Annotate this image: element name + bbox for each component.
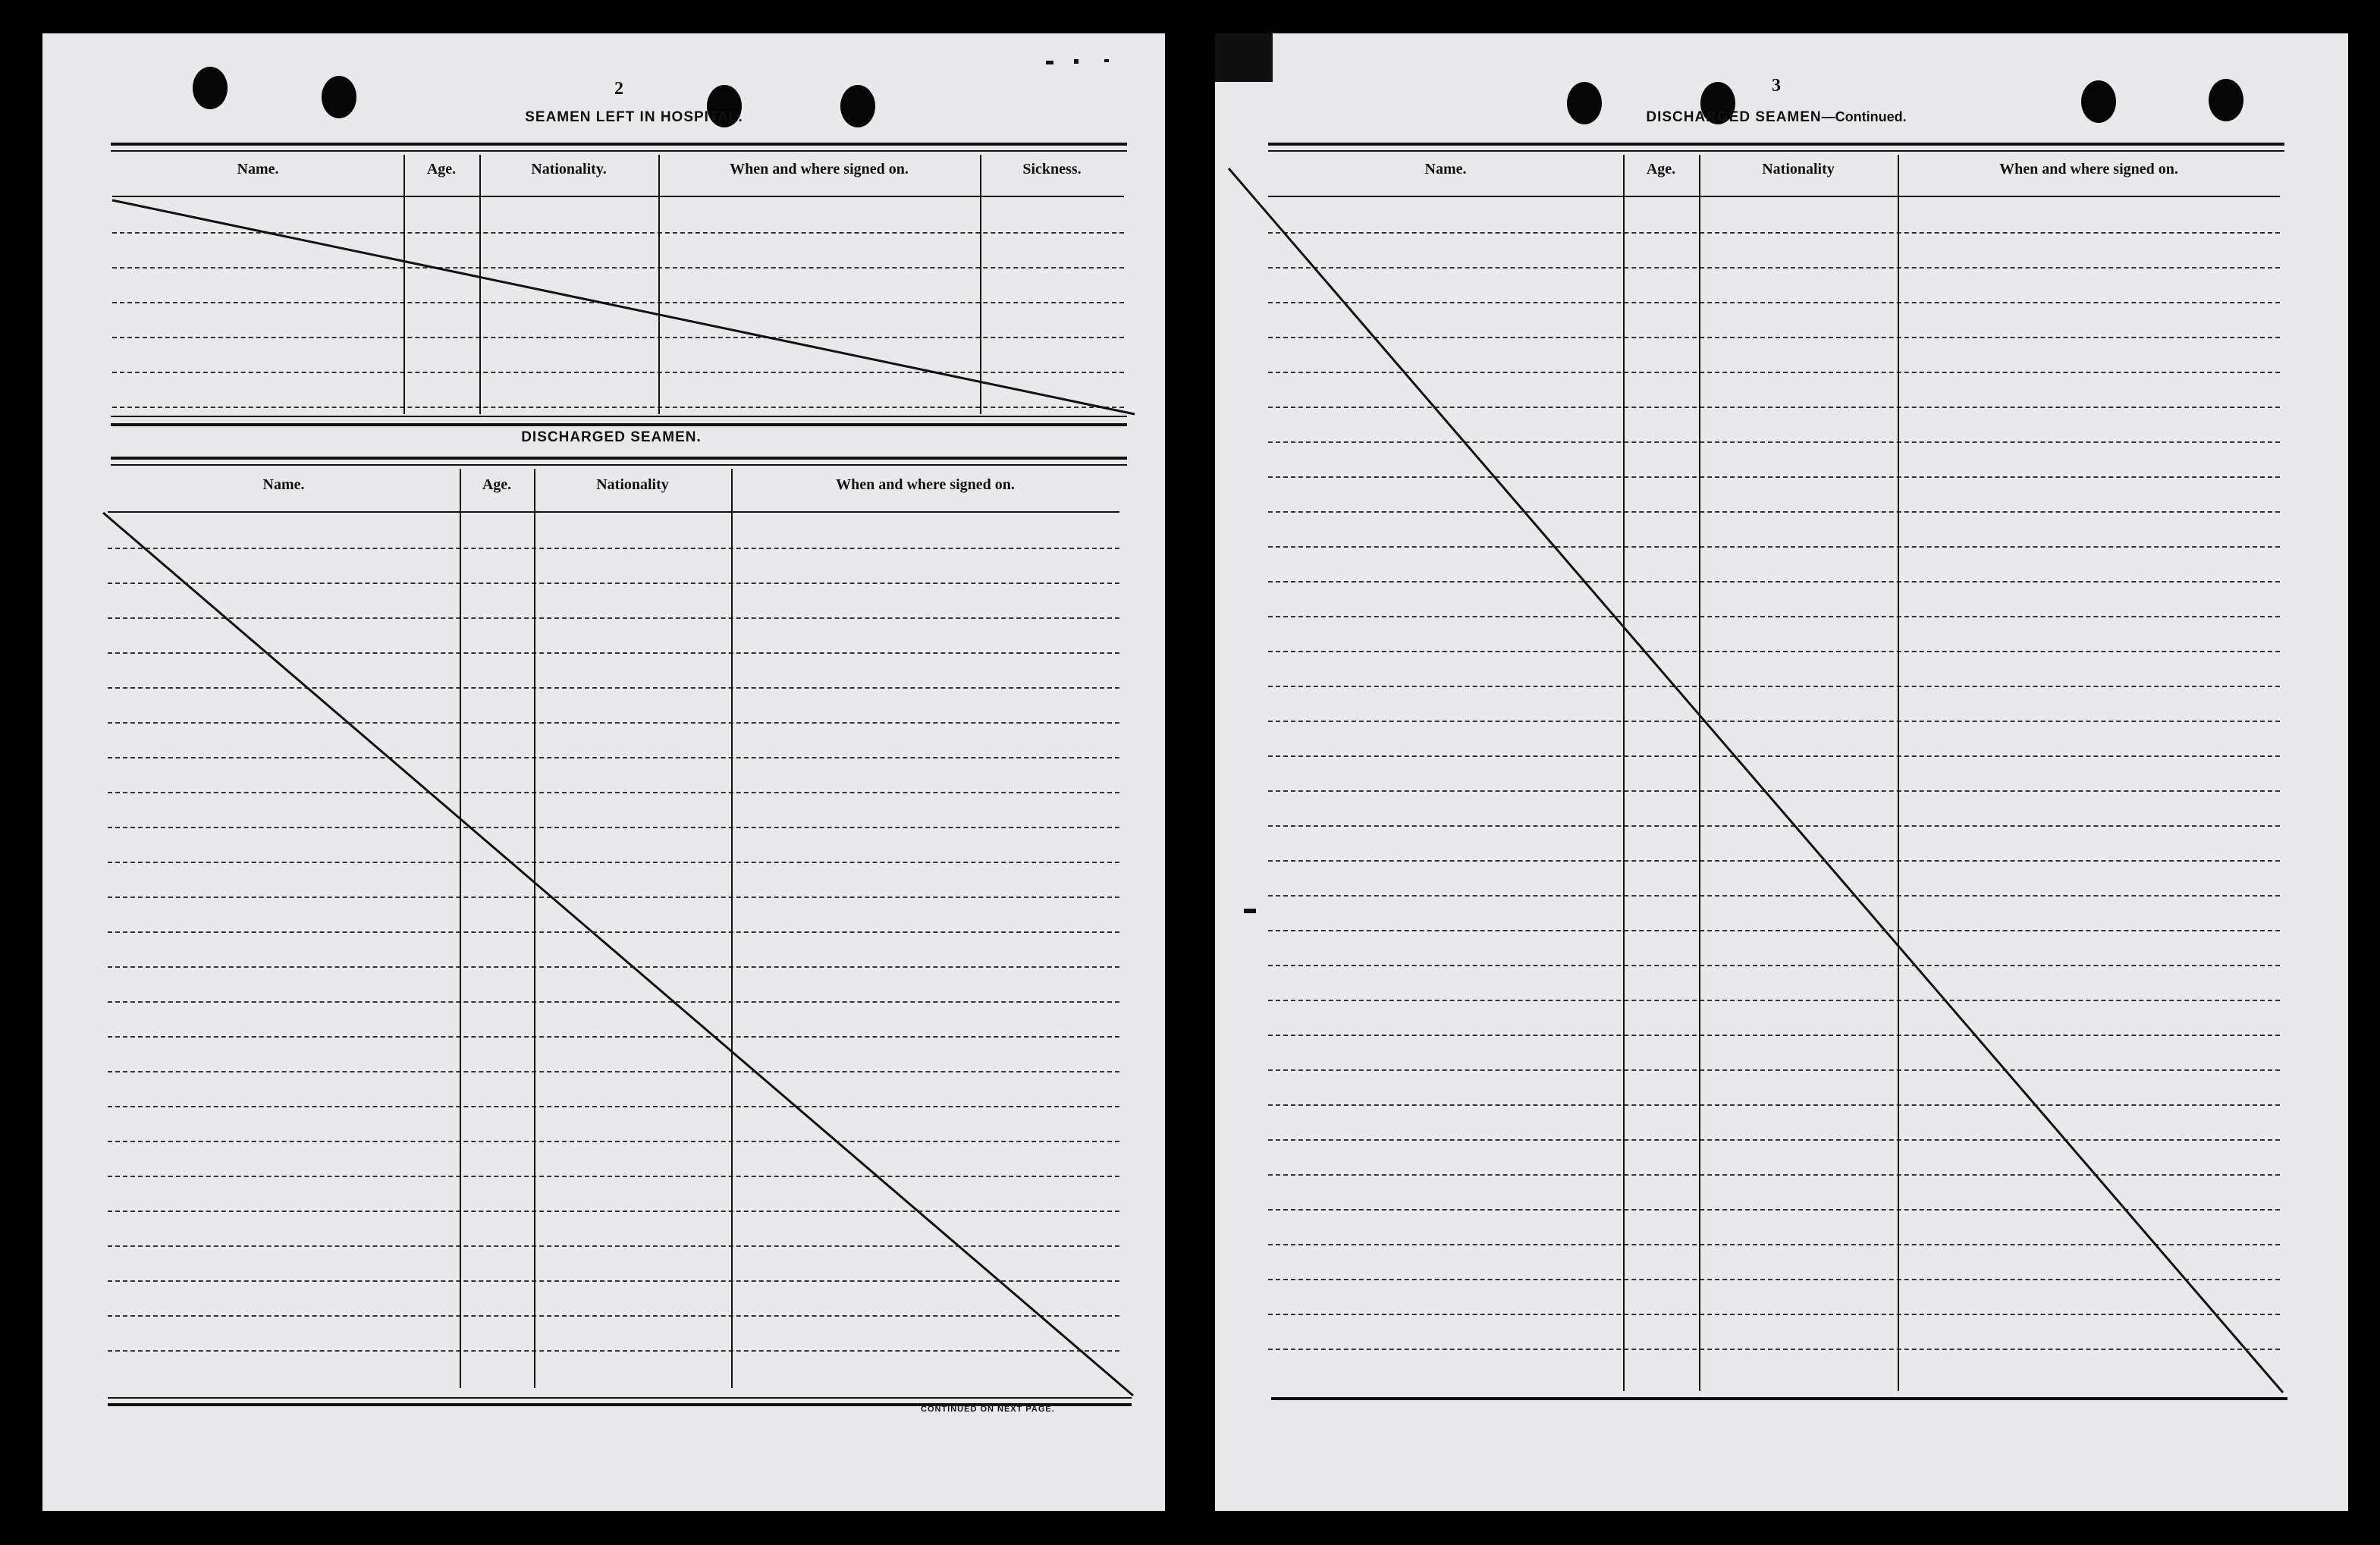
column-header: Nationality. — [531, 161, 607, 177]
hospital-section-title: SEAMEN LEFT IN HOSPITAL. — [525, 109, 743, 125]
column-header: Name. — [1424, 161, 1467, 177]
column-header: Nationality — [596, 476, 669, 493]
strike-through-lines — [42, 33, 1165, 1511]
page-number: 3 — [1772, 76, 1781, 96]
column-header: When and where signed on. — [1999, 161, 2178, 177]
discharged-continued-title: DISCHARGED SEAMEN—Continued. — [1646, 109, 1907, 125]
left-page — [42, 33, 1165, 1511]
column-header: Age. — [482, 476, 512, 493]
page-number: 2 — [614, 79, 623, 99]
column-header: Nationality — [1762, 161, 1835, 177]
column-header: Name. — [237, 161, 279, 177]
column-header: Age. — [1646, 161, 1676, 177]
column-header: Sickness. — [1022, 161, 1082, 177]
discharged-section-title: DISCHARGED SEAMEN. — [521, 429, 702, 445]
column-header: When and where signed on. — [836, 476, 1015, 493]
strike-through-line — [1215, 33, 2348, 1511]
column-header: Age. — [426, 161, 457, 177]
column-header: Name. — [262, 476, 305, 493]
right-page — [1215, 33, 2348, 1511]
continued-footer: CONTINUED ON NEXT PAGE. — [921, 1405, 1055, 1414]
column-header: When and where signed on. — [730, 161, 909, 177]
